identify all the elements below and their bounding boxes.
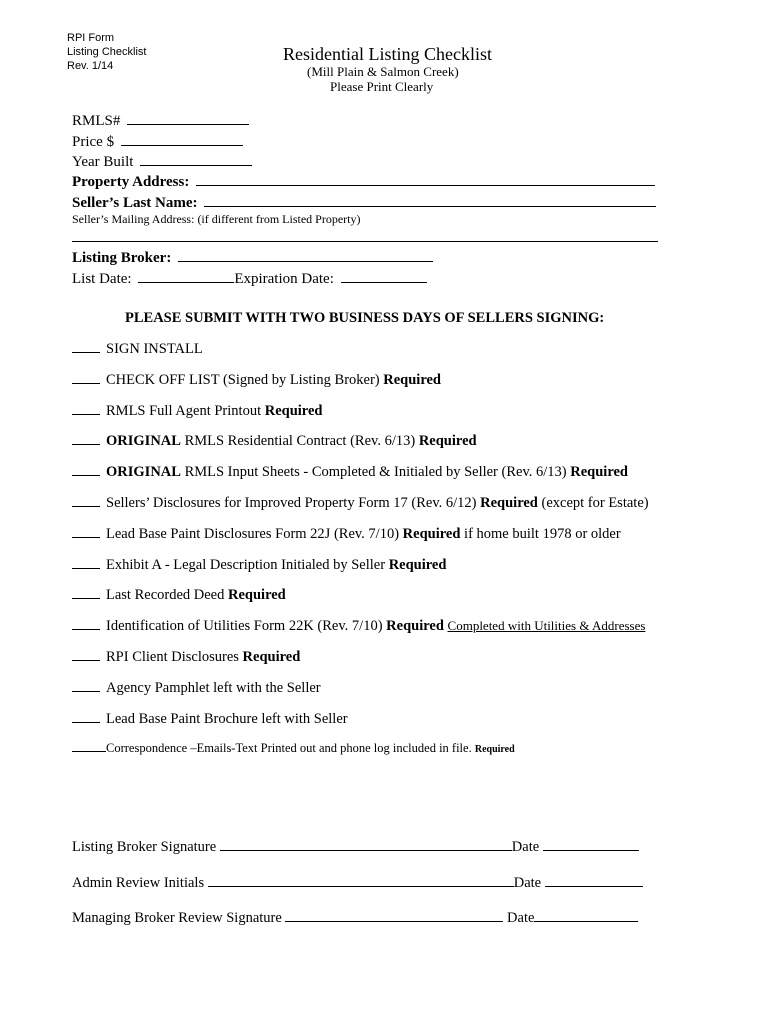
required-label: Required [418, 433, 477, 449]
listing-broker-input-line[interactable] [178, 247, 433, 262]
item-underlined-note: Completed with Utilities & Addresses [447, 618, 646, 633]
item-text: RMLS Residential Contract (Rev. 6/13) [180, 433, 419, 449]
original-label: ORIGINAL [106, 433, 181, 449]
date-line[interactable] [543, 836, 639, 851]
form-id-line-3: Rev. 1/14 [67, 60, 114, 72]
checklist-item[interactable] [72, 586, 286, 604]
mailing-address-label: Seller’s Mailing Address: (if different from Listed Property) [72, 212, 361, 226]
item-text: RMLS Input Sheets - Completed & Initialed by Seller (Rev. 6/13) [180, 464, 571, 480]
check-blank[interactable] [72, 710, 100, 723]
date-label: Date [513, 875, 542, 891]
check-blank[interactable] [72, 494, 100, 507]
date-label: Date [507, 910, 535, 926]
listing-broker-signature-row[interactable] [72, 836, 639, 856]
page-subtitle: (Mill Plain & Salmon Creek) [307, 64, 459, 79]
check-blank[interactable] [72, 402, 100, 415]
checklist-item[interactable] [72, 556, 446, 574]
price-label: Price $ [72, 134, 115, 150]
required-label: Required [474, 744, 515, 755]
checklist-item[interactable] [72, 525, 621, 543]
mailing-address-input-line[interactable] [72, 241, 658, 242]
print-note: Please Print Clearly [330, 79, 434, 94]
correspondence-text: Correspondence –Emails-Text Printed out and phone log included in file. [106, 741, 472, 755]
required-label: Required [228, 587, 286, 603]
item-text: Identification of Utilities Form 22K (Rev. 7/10) [106, 618, 387, 634]
required-label: Required [386, 618, 444, 634]
required-label: Required [264, 403, 323, 419]
check-blank[interactable] [72, 525, 100, 538]
checklist-item[interactable] [72, 710, 348, 728]
year-built-input-line[interactable] [140, 151, 252, 166]
year-built-field[interactable] [72, 151, 252, 171]
required-label: Required [480, 495, 538, 511]
required-label: Required [402, 526, 461, 542]
expiration-date-label: Expiration Date: [234, 271, 334, 287]
item-text: RMLS Full Agent Printout [106, 403, 265, 419]
admin-review-line[interactable] [208, 872, 514, 887]
original-label: ORIGINAL [106, 464, 181, 480]
item-note: if home built 1978 or older [460, 526, 621, 542]
managing-broker-signature-label: Managing Broker Review Signature [72, 910, 282, 926]
managing-broker-signature-line[interactable] [285, 907, 503, 922]
item-text: CHECK OFF LIST (Signed by Listing Broker) [106, 372, 384, 388]
checklist-item[interactable] [72, 679, 321, 697]
price-field[interactable] [72, 131, 243, 151]
date-label: Date [511, 839, 540, 855]
checklist-item[interactable] [72, 494, 649, 512]
check-blank[interactable] [72, 432, 100, 445]
check-blank[interactable] [72, 679, 100, 692]
admin-review-row[interactable] [72, 872, 643, 892]
required-label: Required [242, 649, 301, 665]
managing-broker-signature-row[interactable] [72, 907, 638, 927]
required-label: Required [388, 557, 447, 573]
sellers-last-name-input-line[interactable] [204, 192, 656, 207]
expiration-date-input-line[interactable] [341, 268, 427, 283]
checklist-item[interactable] [72, 648, 300, 666]
check-blank[interactable] [72, 617, 100, 630]
check-blank[interactable] [72, 463, 100, 476]
rmls-field[interactable] [72, 110, 249, 130]
property-address-input-line[interactable] [196, 171, 655, 186]
check-blank[interactable] [72, 556, 100, 569]
listing-broker-signature-label: Listing Broker Signature [72, 839, 217, 855]
item-text: Sellers’ Disclosures for Improved Property Form 17 (Rev. 6/12) [106, 495, 481, 511]
checklist-item-correspondence[interactable] [72, 739, 515, 759]
item-text: Lead Base Paint Brochure left with Seller [106, 711, 348, 727]
instructions-heading: PLEASE SUBMIT WITH TWO BUSINESS DAYS OF SELLERS SIGNING: [125, 310, 605, 326]
check-blank[interactable] [72, 586, 100, 599]
check-blank[interactable] [72, 371, 100, 384]
date-line[interactable] [534, 907, 638, 922]
sellers-last-name-field[interactable] [72, 192, 656, 212]
required-label: Required [383, 372, 441, 388]
form-id-line-2: Listing Checklist [67, 46, 147, 58]
required-label: Required [570, 464, 628, 480]
list-date-input-line[interactable] [138, 268, 234, 283]
checklist-item[interactable] [72, 432, 477, 450]
check-blank[interactable] [72, 739, 106, 752]
page-title: Residential Listing Checklist [283, 44, 492, 64]
property-address-field[interactable] [72, 171, 655, 191]
checklist-item[interactable] [72, 617, 645, 635]
form-id-line-1: RPI Form [67, 32, 115, 44]
checklist-item[interactable] [72, 463, 628, 481]
dates-field[interactable] [72, 268, 427, 288]
checklist-item[interactable] [72, 371, 441, 389]
price-input-line[interactable] [121, 131, 243, 146]
item-text: Exhibit A - Legal Description Initialed by Seller [106, 557, 389, 573]
item-text: Lead Base Paint Disclosures Form 22J (Rev. 7/10) [106, 526, 403, 542]
checklist-item[interactable] [72, 340, 203, 358]
listing-broker-label: Listing Broker: [72, 250, 172, 266]
list-date-label: List Date: [72, 271, 132, 287]
listing-broker-signature-line[interactable] [220, 836, 512, 851]
listing-broker-field[interactable] [72, 247, 433, 267]
rmls-input-line[interactable] [127, 110, 249, 125]
item-text: RPI Client Disclosures [106, 649, 243, 665]
check-blank[interactable] [72, 340, 100, 353]
rmls-label: RMLS# [72, 113, 121, 129]
checklist-item[interactable] [72, 402, 322, 420]
item-text: Last Recorded Deed [106, 587, 228, 603]
item-text: SIGN INSTALL [106, 341, 203, 357]
form-id-block [67, 31, 146, 73]
item-text: Agency Pamphlet left with the Seller [106, 680, 321, 696]
date-line[interactable] [545, 872, 643, 887]
year-built-label: Year Built [72, 154, 134, 170]
property-address-label: Property Address: [72, 174, 190, 190]
sellers-last-name-label: Seller’s Last Name: [72, 195, 198, 211]
item-note: (except for Estate) [537, 495, 649, 511]
admin-review-label: Admin Review Initials [72, 875, 205, 891]
check-blank[interactable] [72, 648, 100, 661]
